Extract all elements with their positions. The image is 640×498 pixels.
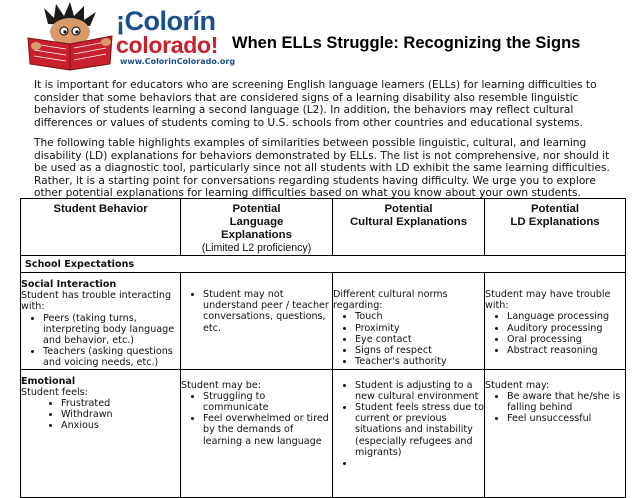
header-label: Potential	[232, 203, 281, 215]
social-intro: Student has trouble interacting with:	[21, 290, 172, 313]
header-sublabel: (Limited L2 proficiency)	[201, 242, 312, 254]
list-item: • Auditory processing	[507, 323, 625, 334]
header-label: Potential	[384, 203, 433, 215]
header-cultural	[333, 199, 485, 256]
social-heading: Social Interaction	[21, 279, 117, 290]
colorin-colorado-logo[interactable]	[24, 2, 236, 72]
emotional-language-cell	[181, 369, 333, 497]
header-student-behavior	[21, 199, 181, 256]
emotional-behavior-cell	[21, 369, 181, 497]
header-language	[181, 199, 333, 256]
logo-url[interactable]: www.ColorinColorado.org	[120, 57, 236, 66]
social-behavior-cell	[21, 273, 181, 370]
page-header	[0, 0, 640, 72]
list-item: • Struggling to communicate	[203, 391, 332, 413]
section-title: School Expectations	[21, 256, 626, 273]
intro-paragraph-1: It is important for educators who are screening English language learners (ELLs) for learning difficulties to consider that some behaviors that are considered signs of a learning disability also resemble linguistic behaviors of students learning a second language (L2). In addition, the behaviors may reflect cultural differences or values of students coming to U.S. schools from other countries and educational systems.	[34, 79, 597, 129]
emotional-language-intro: Student may be:	[181, 379, 261, 391]
logo-wordmark-line2: colorado!	[116, 32, 219, 58]
logo-wordmark-line1: ¡Colorín	[116, 6, 216, 36]
header-label: Student Behavior	[53, 203, 148, 215]
header-label: Cultural Explanations	[349, 216, 468, 228]
table-header-row	[21, 199, 626, 256]
list-item: • Student feels stress due to current or previous situations and instability (especially refugees and migrants)	[355, 402, 484, 458]
list-item: • Teachers (asking questions and voicing needs, etc.)	[43, 346, 180, 368]
page-title: When ELLs Struggle: Recognizing the Signs	[232, 34, 581, 52]
list-item: • Withdrawn	[61, 409, 180, 420]
list-item: • Be aware that he/she is falling behind	[507, 391, 625, 413]
emotional-cultural-list	[333, 380, 484, 470]
social-list	[21, 313, 180, 369]
list-item: • Peers (taking turns, interpreting body language and behavior, etc.)	[43, 313, 180, 347]
list-item	[355, 458, 484, 469]
emotional-list	[21, 398, 180, 432]
list-item: • Abstract reasoning	[507, 345, 625, 356]
emotional-language-list	[181, 391, 332, 447]
list-item: • Teacher's authority	[355, 356, 484, 367]
list-item: • Feel overwhelmed or tired by the demands of learning a new language	[203, 413, 332, 447]
social-ld-list	[485, 311, 625, 356]
list-item: • Student may not understand peer / teacher conversations, questions, etc.	[203, 289, 332, 334]
list-item: • Eye contact	[355, 334, 484, 345]
list-item: • Proximity	[355, 323, 484, 334]
emotional-intro: Student feels:	[21, 386, 88, 398]
social-ld-intro: Student may have trouble with:	[485, 289, 611, 312]
signs-table	[20, 198, 626, 498]
social-language-cell	[181, 273, 333, 370]
table-row-social	[21, 273, 626, 370]
emotional-ld-list	[485, 391, 625, 425]
list-item: • Language processing	[507, 311, 625, 322]
list-item: • Feel unsuccessful	[507, 413, 625, 424]
reading-child-icon	[24, 2, 120, 72]
social-ld-cell	[485, 273, 626, 370]
table-row-emotional	[21, 369, 626, 497]
header-label: LD Explanations	[510, 216, 600, 228]
social-cultural-cell	[333, 273, 485, 370]
header-label: Potential	[530, 203, 580, 215]
social-cultural-list	[333, 311, 484, 367]
header-label: Explanations	[221, 229, 292, 241]
social-cultural-intro: Different cultural norms regarding:	[333, 289, 448, 312]
list-item: • Oral processing	[507, 334, 625, 345]
emotional-ld-intro: Student may:	[485, 379, 550, 391]
header-label: Language	[229, 216, 284, 228]
emotional-ld-cell	[485, 369, 626, 497]
list-item: • Frustrated	[61, 398, 180, 409]
list-item: • Touch	[355, 311, 484, 322]
list-item: • Signs of respect	[355, 345, 484, 356]
list-item: • Student is adjusting to a new cultural environment	[355, 380, 484, 402]
intro-paragraph-2: The following table highlights examples of similarities between possible linguistic, cultural, and learning disability (LD) explanations for behaviors demonstrated by ELLs. The list is not comprehensive, nor should it be used as a diagnostic tool, particularly since not all students with LD exhibit the same learning difficulties. Rather, it is a starting point for conversations regarding students having difficulty. We urge you to explore other potential explanations for learning difficulties based on what you know about your own students.	[34, 137, 610, 200]
emotional-cultural-cell	[333, 369, 485, 497]
social-language-list	[181, 289, 332, 334]
header-ld	[485, 199, 626, 256]
emotional-heading: Emotional	[21, 375, 76, 387]
section-row	[21, 256, 626, 273]
list-item: • Anxious	[61, 420, 180, 431]
